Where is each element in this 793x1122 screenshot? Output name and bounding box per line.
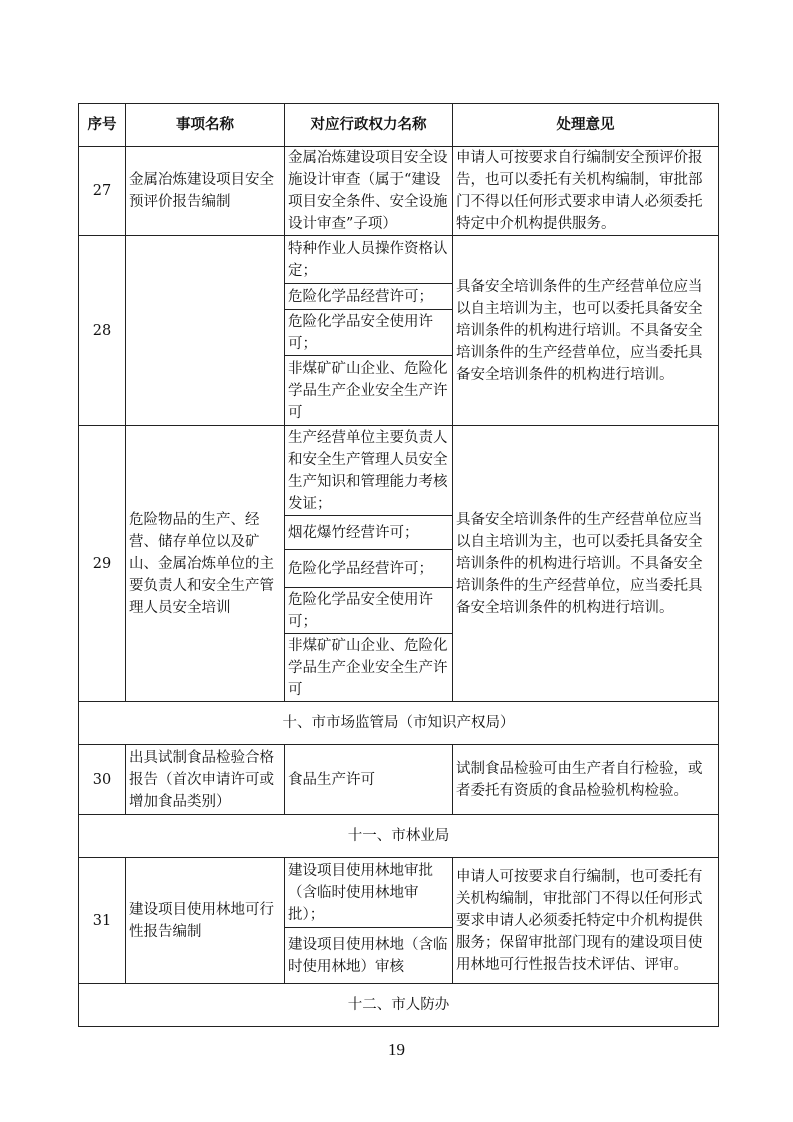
items-table [78, 103, 719, 1027]
item-name: 建设项目使用林地可行性报告编制 [126, 858, 285, 984]
header-opinion: 处理意见 [453, 104, 719, 147]
power-name: 食品生产许可 [285, 745, 453, 815]
power-name: 特种作业人员操作资格认定； [285, 236, 453, 284]
table-row [79, 147, 719, 236]
opinion: 申请人可按要求自行编制安全预评价报告，也可以委托有关机构编制，审批部门不得以任何形式要求申请人必须委托特定中介机构提供服务。 [453, 147, 719, 236]
row-number: 29 [79, 426, 126, 702]
table-row [79, 426, 719, 516]
header-item: 事项名称 [126, 104, 285, 147]
row-number: 30 [79, 745, 126, 815]
item-name: 金属冶炼建设项目安全预评价报告编制 [126, 147, 285, 236]
power-name: 金属冶炼建设项目安全设施设计审查（属于“建设项目安全条件、安全设施设计审查”子项） [285, 147, 453, 236]
power-name: 危险化学品经营许可； [285, 550, 453, 588]
opinion: 具备安全培训条件的生产经营单位应当以自主培训为主，也可以委托具备安全培训条件的机构进行培训。不具备安全培训条件的生产经营单位，应当委托具备安全培训条件的机构进行培训。 [453, 236, 719, 426]
power-name: 非煤矿矿山企业、危险化学品生产企业安全生产许可 [285, 356, 453, 426]
table-row [79, 745, 719, 815]
section-heading: 十一、市林业局 [79, 815, 719, 858]
item-name: 出具试制食品检验合格报告（首次申请许可或增加食品类别） [126, 745, 285, 815]
header-no: 序号 [79, 104, 126, 147]
row-number: 27 [79, 147, 126, 236]
power-name: 危险化学品安全使用许可； [285, 310, 453, 356]
table-header-row [79, 104, 719, 147]
page-number: 19 [388, 1040, 405, 1059]
power-name: 建设项目使用林地（含临时使用林地）审核 [285, 928, 453, 984]
opinion: 试制食品检验可由生产者自行检验，或者委托有资质的食品检验机构检验。 [453, 745, 719, 815]
section-heading: 十、市市场监管局（市知识产权局） [79, 702, 719, 745]
section-heading: 十二、市人防办 [79, 984, 719, 1027]
power-name: 烟花爆竹经营许可； [285, 516, 453, 550]
row-number: 31 [79, 858, 126, 984]
opinion: 申请人可按要求自行编制，也可委托有关机构编制，审批部门不得以任何形式要求申请人必须委托特定中介机构提供服务；保留审批部门现有的建设项目使用林地可行性报告技术评估、评审。 [453, 858, 719, 984]
header-power: 对应行政权力名称 [285, 104, 453, 147]
power-name: 非煤矿矿山企业、危险化学品生产企业安全生产许可 [285, 634, 453, 702]
item-name [126, 236, 285, 426]
section-row [79, 815, 719, 858]
row-number: 28 [79, 236, 126, 426]
power-name: 危险化学品经营许可； [285, 284, 453, 310]
opinion: 具备安全培训条件的生产经营单位应当以自主培训为主，也可以委托具备安全培训条件的机构进行培训。不具备安全培训条件的生产经营单位，应当委托具备安全培训条件的机构进行培训。 [453, 426, 719, 702]
table-row [79, 236, 719, 284]
item-name: 危险物品的生产、经营、储存单位以及矿山、金属冶炼单位的主要负责人和安全生产管理人员安全培训 [126, 426, 285, 702]
power-name: 建设项目使用林地审批（含临时使用林地审批）； [285, 858, 453, 928]
table-row [79, 858, 719, 928]
power-name: 危险化学品安全使用许可； [285, 588, 453, 634]
power-name: 生产经营单位主要负责人和安全生产管理人员安全生产知识和管理能力考核发证； [285, 426, 453, 516]
section-row [79, 702, 719, 745]
section-row [79, 984, 719, 1027]
